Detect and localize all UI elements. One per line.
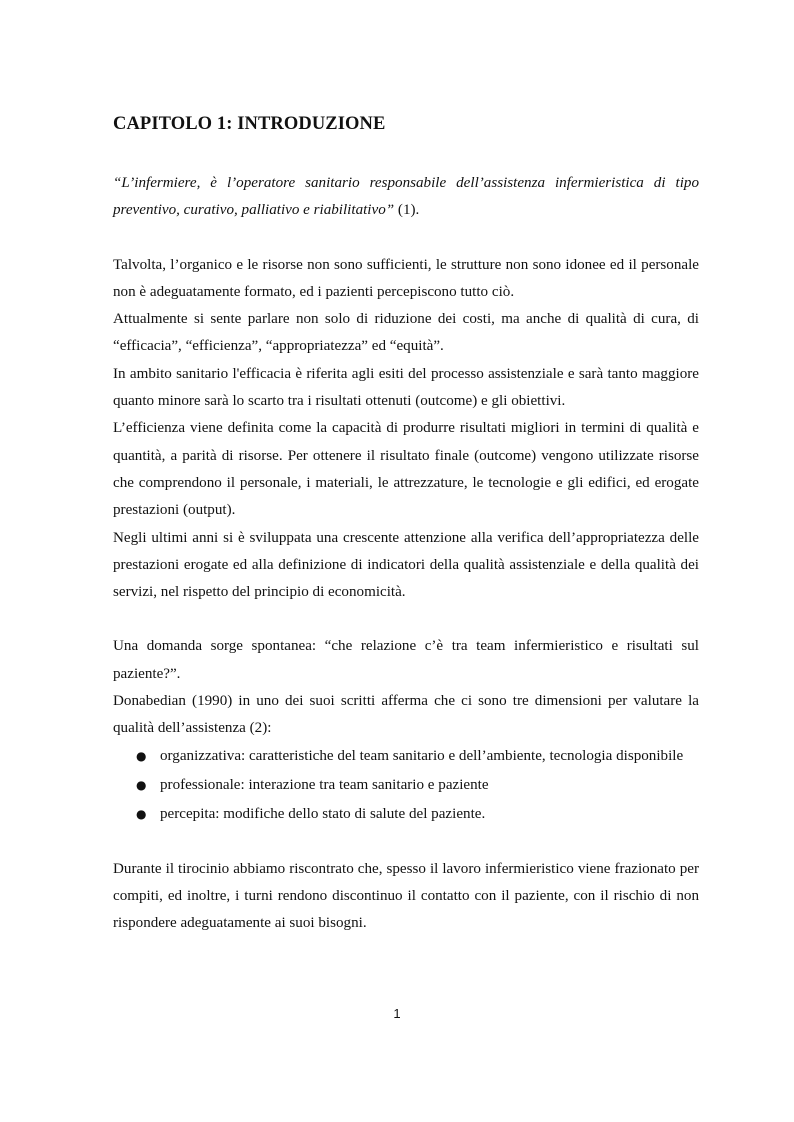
- quote-reference: (1).: [394, 202, 420, 219]
- closing-paragraph: Durante il tirocinio abbiamo riscontrato che, spesso il lavoro infermieristico viene frazionato per compiti, ed inoltre, i turni rendono discontinuo il contatto con il paziente, con il rischio di non rispondere adeguatamente ai suoi bisogni.: [113, 860, 699, 932]
- list-item: [113, 743, 699, 770]
- page-number: 1: [393, 1006, 401, 1021]
- chapter-title: CAPITOLO 1: INTRODUZIONE: [113, 114, 386, 134]
- opening-quote: [113, 170, 699, 225]
- bullet-icon: ●: [136, 807, 147, 822]
- quote-text: “L’infermiere, è l’operatore sanitario responsabile dell’assistenza infermieristica di tipo preventivo, curativo, palliativo e riabilitativo”: [113, 175, 699, 219]
- paragraph: Attualmente si sente parlare non solo di riduzione dei costi, ma anche di qualità di cura, di “efficacia”, “efficienza”, “appropriatezza” ed “equità”.: [113, 311, 699, 355]
- paragraph-group-2: [113, 633, 699, 828]
- paragraph-group-1: [113, 252, 699, 607]
- bullet-list: [113, 743, 699, 829]
- list-item: [113, 772, 699, 799]
- page-content: [113, 110, 699, 937]
- list-item-text: professionale: interazione tra team sanitario e paziente: [160, 776, 489, 793]
- paragraph: In ambito sanitario l'efficacia è riferita agli esiti del processo assistenziale e sarà tanto maggiore quanto minore sarà lo scarto tra i risultati ottenuti (outcome) e gli obiettivi.: [113, 365, 699, 410]
- paragraph: L’efficienza viene definita come la capacità di produrre risultati migliori in termini di qualità e quantità, a parità di risorse. Per ottenere il risultato finale (outcome) vengono utilizzate risorse che comprendono il personale, i materiali, le attrezzature, le tecnologie e gli edifici, ed erogate prestazioni (output).: [113, 420, 699, 519]
- bullet-icon: ●: [136, 748, 147, 763]
- paragraph: Donabedian (1990) in uno dei suoi scritti afferma che ci sono tre dimensioni per valutare la qualità dell’assistenza (2):: [113, 693, 699, 737]
- list-item-text: organizzativa: caratteristiche del team sanitario e dell’ambiente, tecnologia disponibile: [160, 747, 684, 764]
- bullet-icon: ●: [136, 777, 147, 792]
- paragraph: Una domanda sorge spontanea: “che relazione c’è tra team infermieristico e risultati sul paziente?”.: [113, 638, 699, 682]
- paragraph: Talvolta, l’organico e le risorse non sono sufficienti, le strutture non sono idonee ed il personale non è adeguatamente formato, ed i pazienti percepiscono tutto ciò.: [113, 256, 699, 300]
- list-item: [113, 801, 699, 828]
- paragraph: Negli ultimi anni si è sviluppata una crescente attenzione alla verifica dell’appropriatezza delle prestazioni erogate ed alla definizione di indicatori della qualità assistenziale e della qualità dei servizi, nel rispetto del principio di economicità.: [113, 529, 699, 601]
- list-item-text: percepita: modifiche dello stato di salute del paziente.: [160, 806, 486, 823]
